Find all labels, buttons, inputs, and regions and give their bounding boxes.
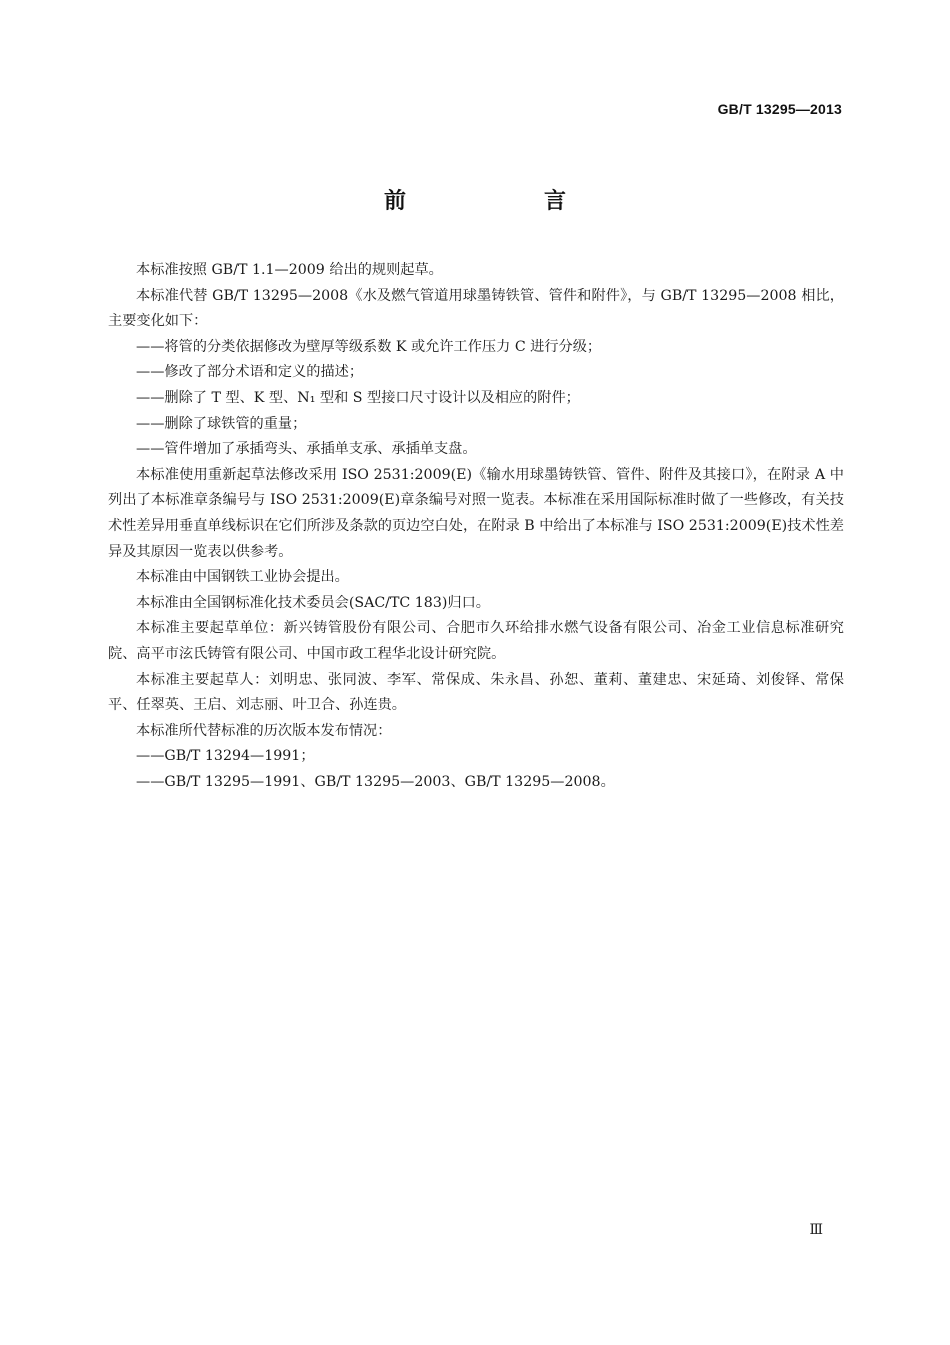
list-item: ——GB/T 13295—1991、GB/T 13295—2003、GB/T 13295—2008。	[136, 773, 615, 790]
paragraph: 本标准由中国钢铁工业协会提出。	[136, 569, 349, 586]
paragraph: 本标准由全国钢标准化技术委员会(SAC/TC 183)归口。	[136, 594, 490, 611]
paragraph: 本标准主要起草单位：新兴铸管股份有限公司、合肥市久环给排水燃气设备有限公司、冶金工业信息标准研究院、高平市泫氏铸管有限公司、中国市政工程华北设计研究院。	[108, 620, 844, 662]
paragraph: 本标准按照 GB/T 1.1—2009 给出的规则起草。	[136, 262, 443, 278]
page-number: Ⅲ	[809, 1222, 823, 1238]
list-item: ——管件增加了承插弯头、承插单支承、承插单支盘。	[136, 441, 477, 458]
list-item: ——GB/T 13294—1991；	[136, 748, 315, 765]
standard-number: GB/T 13295—2013	[717, 101, 842, 117]
page-title: 前 言	[383, 189, 624, 214]
list-item: ——修改了部分术语和定义的描述；	[136, 364, 364, 381]
paragraph: 本标准主要起草人：刘明忠、张同波、李军、常保成、朱永昌、孙恕、董莉、董建忠、宋延琦、刘俊铎、常保平、任翠英、王启、刘志丽、叶卫合、孙连贵。	[108, 671, 844, 714]
paragraph: 本标准代替 GB/T 13295—2008《水及燃气管道用球墨铸铁管、管件和附件》，与 GB/T 13295—2008 相比，主要变化如下：	[108, 287, 844, 330]
paragraph: 本标准使用重新起草法修改采用 ISO 2531:2009(E)《输水用球墨铸铁管、管件、附件及其接口》，在附录 A 中列出了本标准章条编号与 ISO 2531:2009(E)章条编号对照一览表。本标准在采用国际标准时做了一些修改，有关技术性差异用垂直单线标识在它们所涉及条款的页边空白处，在附录 B 中给出了本标准与 ISO 2531:2009(E)技术性差异及其原因一览表以供参考。	[108, 466, 844, 560]
paragraph: 本标准所代替标准的历次版本发布情况：	[136, 722, 392, 739]
document-body	[108, 258, 844, 795]
list-item: ——将管的分类依据修改为壁厚等级系数 K 或允许工作压力 C 进行分级；	[136, 338, 602, 355]
list-item: ——删除了 T 型、K 型、N₁ 型和 S 型接口尺寸设计以及相应的附件；	[136, 389, 580, 406]
list-item: ——删除了球铁管的重量；	[136, 415, 307, 432]
